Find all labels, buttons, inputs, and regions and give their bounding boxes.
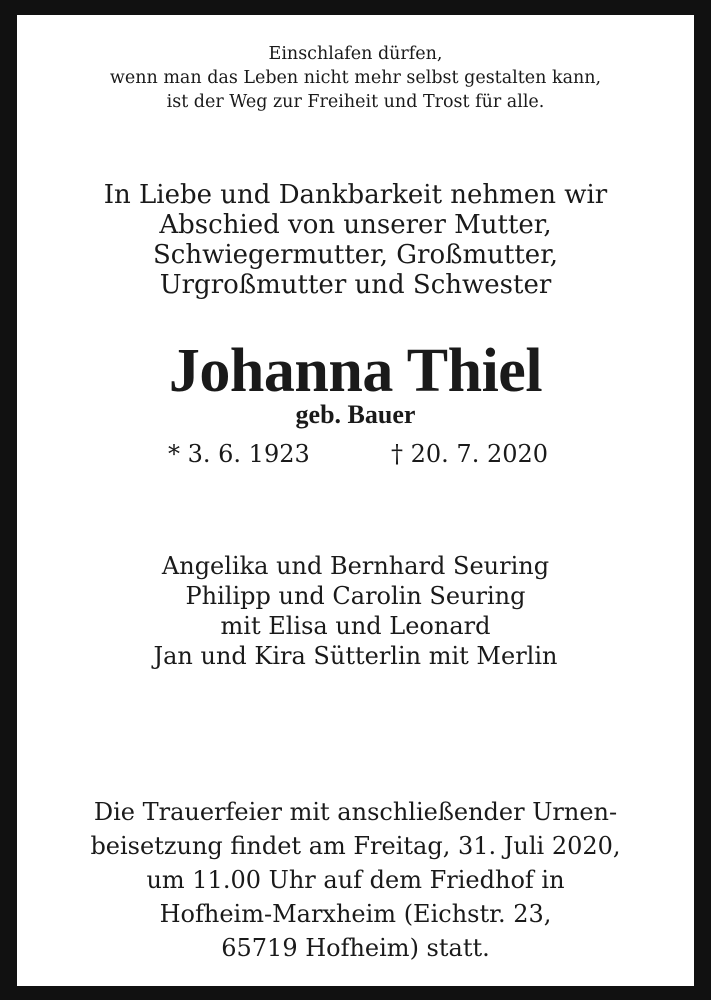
obituary-card [17,15,694,986]
mourner-line: Philipp und Carolin Seuring [185,582,526,610]
intro-line: In Liebe und Dankbarkeit nehmen wir [103,180,608,210]
motto-line: wenn man das Leben nicht mehr selbst gestalten kann, [109,68,602,88]
motto-line: ist der Weg zur Freiheit und Trost für alle. [166,92,545,112]
funeral-service-info [17,795,694,965]
mourner-line: Angelika und Bernhard Seuring [161,552,550,580]
birth-date: * 3. 6. 1923 [168,440,310,468]
service-line: um 11.00 Uhr auf dem Friedhof in [146,866,565,894]
service-line: beisetzung findet am Freitag, 31. Juli 2020, [90,832,621,860]
intro-text [17,180,694,300]
service-line: Hofheim-Marxheim (Eichstr. 23, [159,900,552,928]
service-line: Die Trauerfeier mit anschließender Urnen- [93,798,618,826]
intro-line: Schwiegermutter, Großmutter, [152,240,559,270]
motto-line: Einschlafen dürfen, [268,44,443,64]
intro-line: Urgroßmutter und Schwester [159,270,552,300]
intro-line: Abschied von unserer Mutter, [159,210,552,240]
service-line: 65719 Hofheim) statt. [221,934,490,962]
deceased-name: Johanna Thiel [168,337,543,405]
mourner-line: mit Elisa und Leonard [220,612,491,640]
mourners-list [17,551,694,671]
maiden-name: geb. Bauer [295,400,416,429]
death-date: † 20. 7. 2020 [391,440,549,468]
motto-verse [17,42,694,114]
mourner-line: Jan und Kira Sütterlin mit Merlin [153,642,558,670]
